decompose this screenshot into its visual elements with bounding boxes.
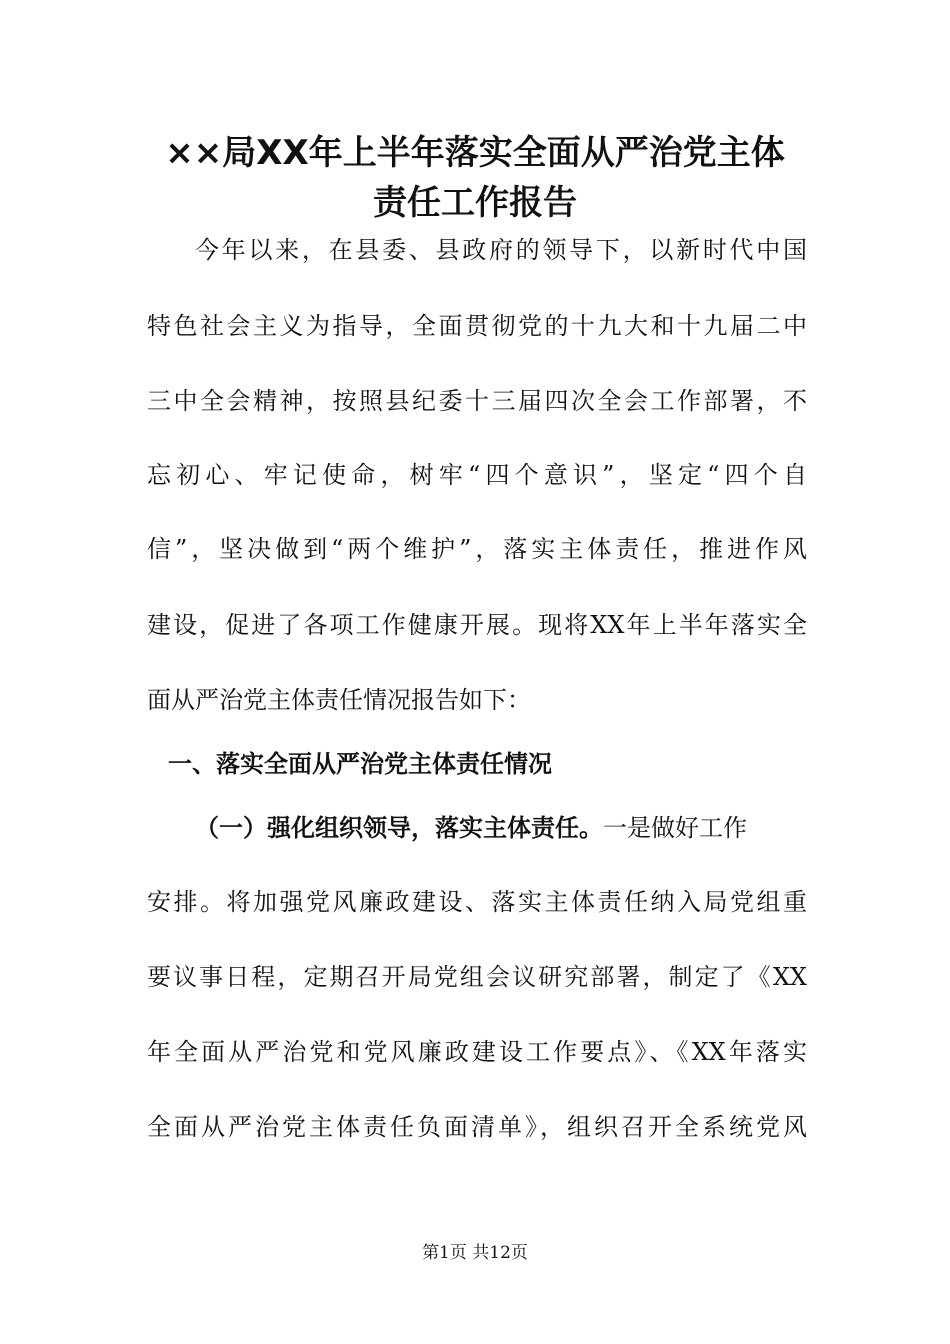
subsection-1-line-3: 要议事日程，定期召开局党组会议研究部署，制定了《XX	[147, 963, 807, 991]
paragraph-1-line-6: 建设，促进了各项工作健康开展。现将XX年上半年落实全	[147, 611, 807, 639]
paragraph-1-line-5: 信”，坚决做到“两个维护”，落实主体责任，推进作风	[147, 535, 807, 563]
section-1-heading: 一、落实全面从严治党主体责任情况	[168, 750, 552, 778]
subsection-1-lead: （一）强化组织领导，落实主体责任。	[195, 814, 603, 842]
subsection-1-line-1	[195, 812, 807, 844]
subsection-1-line-5: 全面从严治党主体责任负面清单》，组织召开全系统党风	[147, 1113, 807, 1141]
paragraph-1-line-3: 三中全会精神，按照县纪委十三届四次全会工作部署，不	[147, 387, 807, 415]
paragraph-1-line-4: 忘初心、牢记使命，树牢“四个意识”，坚定“四个自	[147, 461, 807, 489]
paragraph-1-line-1: 今年以来，在县委、县政府的领导下，以新时代中国	[195, 236, 807, 264]
subsection-1-line-4: 年全面从严治党和党风廉政建设工作要点》、《XX年落实	[147, 1038, 807, 1066]
document-title-line-2: 责任工作报告	[373, 183, 577, 223]
page-footer: 第1页 共12页	[422, 1243, 528, 1263]
document-title-line-1: ××局XX年上半年落实全面从严治党主体	[165, 133, 785, 173]
paragraph-1-line-2: 特色社会主义为指导，全面贯彻党的十九大和十九届二中	[147, 312, 807, 340]
paragraph-1-line-7: 面从严治党主体责任情况报告如下：	[147, 686, 531, 714]
subsection-1-first-line-rest: 一是做好工作	[603, 814, 747, 842]
subsection-1-line-2: 安排。将加强党风廉政建设、落实主体责任纳入局党组重	[147, 888, 807, 916]
